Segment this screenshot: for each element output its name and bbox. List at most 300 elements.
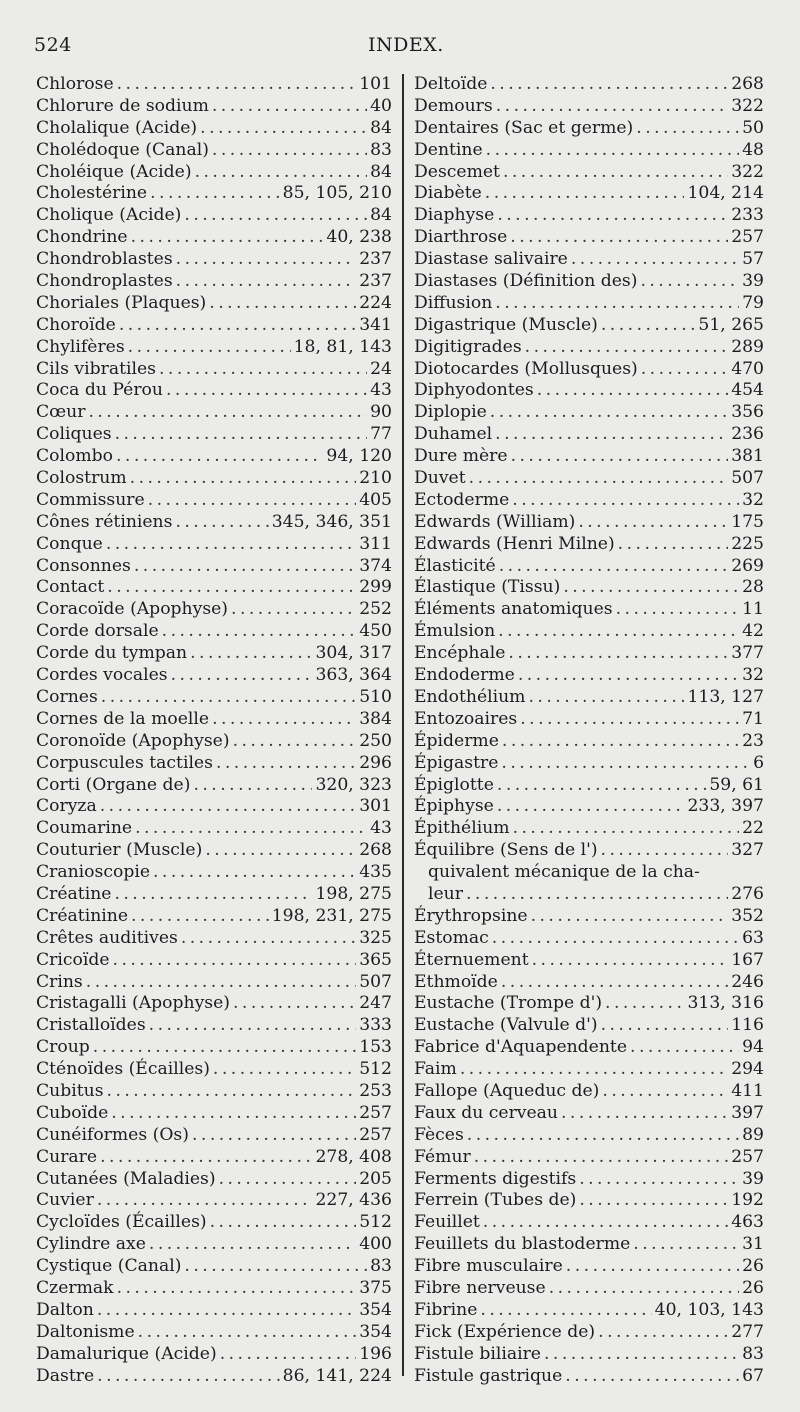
index-term: Créatinine xyxy=(36,905,128,926)
dot-leader xyxy=(601,315,696,337)
dot-leader xyxy=(184,1256,367,1278)
index-entry xyxy=(414,162,764,184)
index-pages: 42 xyxy=(742,621,764,642)
index-pages: 246 xyxy=(731,971,764,992)
index-term: Cycloïdes (Écailles) xyxy=(36,1212,207,1233)
dot-leader xyxy=(100,796,356,818)
dot-leader xyxy=(213,1059,356,1081)
index-pages: 381 xyxy=(731,446,764,467)
index-term: Cuvier xyxy=(36,1190,94,1211)
dot-leader xyxy=(616,599,740,621)
index-entry xyxy=(36,183,392,205)
index-term: Chondrine xyxy=(36,227,128,248)
index-term: Cônes rétiniens xyxy=(36,511,173,532)
dot-leader xyxy=(86,972,356,994)
dot-leader xyxy=(219,1169,357,1191)
index-pages: 22 xyxy=(742,818,764,839)
index-term: Épiderme xyxy=(414,730,499,751)
index-pages: 454 xyxy=(731,380,764,401)
dot-leader xyxy=(212,709,356,731)
dot-leader xyxy=(498,621,739,643)
index-pages: 354 xyxy=(359,1321,392,1342)
index-entry xyxy=(414,359,764,381)
index-entry xyxy=(414,1344,764,1366)
dot-leader xyxy=(100,1147,312,1169)
index-pages: 400 xyxy=(359,1234,392,1255)
index-pages: 116 xyxy=(731,1015,764,1036)
index-term: Élastique (Tissu) xyxy=(414,577,561,598)
dot-leader xyxy=(209,293,356,315)
dot-leader xyxy=(195,162,368,184)
index-column-right xyxy=(414,74,764,1387)
index-entry xyxy=(414,1212,764,1234)
index-entry xyxy=(36,468,392,490)
dot-leader xyxy=(563,577,739,599)
dot-leader xyxy=(490,74,728,96)
index-entry xyxy=(414,293,764,315)
index-term: Élasticité xyxy=(414,555,496,576)
index-term: Cristagalli (Apophyse) xyxy=(36,993,230,1014)
index-entry xyxy=(36,972,392,994)
index-entry xyxy=(36,1015,392,1037)
dot-leader xyxy=(466,884,728,906)
index-entry xyxy=(36,337,392,359)
index-pages: 278, 408 xyxy=(315,1146,392,1167)
index-pages: 32 xyxy=(742,665,764,686)
index-pages: 512 xyxy=(359,1212,392,1233)
dot-leader xyxy=(131,906,269,928)
index-term: Czermak xyxy=(36,1277,114,1298)
index-pages: 470 xyxy=(731,358,764,379)
index-pages: 237 xyxy=(359,271,392,292)
index-term: Cholalique (Acide) xyxy=(36,117,198,138)
index-pages: 320, 323 xyxy=(315,774,392,795)
index-term: Coca du Pérou xyxy=(36,380,163,401)
index-entry xyxy=(36,402,392,424)
index-entry xyxy=(36,665,392,687)
index-term: Choroïde xyxy=(36,314,116,335)
dot-leader xyxy=(97,1190,313,1212)
index-entry xyxy=(414,818,764,840)
dot-leader xyxy=(566,1256,739,1278)
index-pages: 233 xyxy=(731,205,764,226)
dot-leader xyxy=(501,972,728,994)
dot-leader xyxy=(601,1015,729,1037)
index-pages: 304, 317 xyxy=(315,643,392,664)
index-entry xyxy=(36,227,392,249)
dot-leader xyxy=(549,1278,739,1300)
index-term: Colombo xyxy=(36,446,113,467)
index-entry xyxy=(36,1256,392,1278)
dot-leader xyxy=(184,205,367,227)
index-pages: 23 xyxy=(742,730,764,751)
index-pages: 205 xyxy=(359,1168,392,1189)
index-pages: 79 xyxy=(742,292,764,313)
index-pages: 43 xyxy=(370,818,392,839)
index-pages: 71 xyxy=(742,708,764,729)
dot-leader xyxy=(175,512,268,534)
page-header xyxy=(34,34,754,62)
index-term: Fallope (Aqueduc de) xyxy=(414,1080,600,1101)
index-pages: 268 xyxy=(731,74,764,94)
dot-leader xyxy=(497,796,685,818)
index-pages: 435 xyxy=(359,862,392,883)
index-entry xyxy=(414,928,764,950)
index-term: Entozoaires xyxy=(414,708,518,729)
dot-leader xyxy=(190,643,312,665)
index-term: Fabrice d'Aquapendente xyxy=(414,1037,628,1058)
index-term: Coumarine xyxy=(36,818,133,839)
index-pages: 24 xyxy=(370,358,392,379)
index-entry xyxy=(414,906,764,928)
index-term: Cuboïde xyxy=(36,1102,109,1123)
index-pages: 313, 316 xyxy=(687,993,764,1014)
index-pages: 40 xyxy=(370,95,392,116)
dot-leader xyxy=(117,74,357,96)
index-entry xyxy=(36,534,392,556)
index-pages: 31 xyxy=(742,1234,764,1255)
index-pages: 63 xyxy=(742,927,764,948)
index-entry xyxy=(414,205,764,227)
index-term: Coronoïde (Apophyse) xyxy=(36,730,230,751)
index-entry xyxy=(414,1169,764,1191)
index-term: Duvet xyxy=(414,468,466,489)
index-pages: 354 xyxy=(359,1299,392,1320)
dot-leader xyxy=(205,840,356,862)
index-term: Eustache (Valvule d') xyxy=(414,1015,598,1036)
index-entry xyxy=(36,140,392,162)
index-pages: 83 xyxy=(370,139,392,160)
dot-leader xyxy=(200,118,367,140)
index-pages: 77 xyxy=(370,424,392,445)
index-pages: 39 xyxy=(742,1168,764,1189)
index-entry xyxy=(36,906,392,928)
index-pages: 67 xyxy=(742,1365,764,1386)
dot-leader xyxy=(106,534,356,556)
dot-leader xyxy=(176,271,357,293)
dot-leader xyxy=(495,424,728,446)
index-pages: 83 xyxy=(742,1343,764,1364)
index-term: Épiglotte xyxy=(414,774,494,795)
index-pages: 397 xyxy=(731,1102,764,1123)
index-term: Ethmoïde xyxy=(414,971,498,992)
index-term: Érythropsine xyxy=(414,905,528,926)
index-pages: 26 xyxy=(742,1256,764,1277)
index-entry xyxy=(414,1190,764,1212)
index-pages: 233, 397 xyxy=(687,796,764,817)
dot-leader xyxy=(176,249,357,271)
index-entry xyxy=(414,972,764,994)
index-entry xyxy=(36,1147,392,1169)
dot-leader xyxy=(511,446,729,468)
index-entry xyxy=(36,621,392,643)
index-term: Feuillets du blastoderme xyxy=(414,1234,631,1255)
index-pages: 89 xyxy=(742,1124,764,1145)
index-pages: 507 xyxy=(731,468,764,489)
index-pages: 345, 346, 351 xyxy=(271,511,392,532)
index-entry xyxy=(36,731,392,753)
index-pages: 175 xyxy=(731,511,764,532)
index-term: Feuillet xyxy=(414,1212,480,1233)
index-pages: 333 xyxy=(359,1015,392,1036)
index-entry xyxy=(414,709,764,731)
dot-leader xyxy=(138,1322,357,1344)
index-pages: 257 xyxy=(359,1102,392,1123)
index-pages: 269 xyxy=(731,555,764,576)
index-term: Dalton xyxy=(36,1299,94,1320)
index-pages: 84 xyxy=(370,205,392,226)
index-entry xyxy=(414,534,764,556)
index-pages: 198, 275 xyxy=(315,883,392,904)
index-entry xyxy=(414,1147,764,1169)
index-term: Fistule biliaire xyxy=(414,1343,541,1364)
dot-leader xyxy=(497,205,728,227)
index-pages: 11 xyxy=(742,599,764,620)
index-pages: 296 xyxy=(359,752,392,773)
index-term: Cricoïde xyxy=(36,949,110,970)
index-pages: 167 xyxy=(731,949,764,970)
dot-leader xyxy=(148,490,356,512)
index-entry xyxy=(414,1103,764,1125)
index-entry xyxy=(36,709,392,731)
dot-leader xyxy=(513,818,740,840)
index-term: Cholédoque (Canal) xyxy=(36,139,209,160)
index-term: Croup xyxy=(36,1037,90,1058)
dot-leader xyxy=(467,1125,739,1147)
dot-leader xyxy=(97,1300,356,1322)
dot-leader xyxy=(510,227,728,249)
index-entry xyxy=(414,599,764,621)
index-pages: 101 xyxy=(359,74,392,94)
index-entry xyxy=(36,1344,392,1366)
index-entry xyxy=(36,205,392,227)
index-pages: 6 xyxy=(753,752,764,773)
index-pages: 153 xyxy=(359,1037,392,1058)
index-entry xyxy=(414,840,764,862)
index-term: Curare xyxy=(36,1146,98,1167)
index-pages: 86, 141, 224 xyxy=(282,1365,392,1386)
dot-leader xyxy=(636,118,739,140)
index-pages: 374 xyxy=(359,555,392,576)
index-pages: 192 xyxy=(731,1190,764,1211)
index-term: Crins xyxy=(36,971,83,992)
index-entry xyxy=(36,796,392,818)
index-pages: 28 xyxy=(742,577,764,598)
dot-leader xyxy=(486,140,739,162)
index-pages: 301 xyxy=(359,796,392,817)
index-term: Corde du tympan xyxy=(36,643,188,664)
dot-leader xyxy=(130,468,357,490)
index-entry xyxy=(414,1059,764,1081)
index-pages: 94 xyxy=(742,1037,764,1058)
index-term: Diplopie xyxy=(414,402,487,423)
dot-leader xyxy=(220,1344,357,1366)
index-term: Diotocardes (Mollusques) xyxy=(414,358,638,379)
index-pages: 225 xyxy=(731,533,764,554)
index-term: Digastrique (Muscle) xyxy=(414,314,598,335)
index-entry xyxy=(36,1081,392,1103)
index-entry xyxy=(36,1103,392,1125)
dot-leader xyxy=(162,621,357,643)
index-pages: 325 xyxy=(359,927,392,948)
index-entry xyxy=(36,293,392,315)
dot-leader xyxy=(618,534,729,556)
dot-leader xyxy=(117,1278,357,1300)
index-pages: 322 xyxy=(731,161,764,182)
index-term: Choléique (Acide) xyxy=(36,161,192,182)
index-term: Équilibre (Sens de l') xyxy=(414,840,598,861)
dot-leader xyxy=(544,1344,739,1366)
index-term: Fèces xyxy=(414,1124,464,1145)
dot-leader xyxy=(508,643,728,665)
index-entry xyxy=(414,1366,764,1388)
index-entry xyxy=(36,96,392,118)
dot-leader xyxy=(518,665,739,687)
dot-leader xyxy=(520,709,739,731)
index-entry xyxy=(414,687,764,709)
index-entry xyxy=(36,315,392,337)
index-entry xyxy=(414,118,764,140)
index-term: Deltoïde xyxy=(414,74,488,94)
index-term: Fibre nerveuse xyxy=(414,1277,546,1298)
index-term: Dentaires (Sac et germe) xyxy=(414,117,634,138)
index-pages: 375 xyxy=(359,1277,392,1298)
index-entry xyxy=(414,775,764,797)
dot-leader xyxy=(512,490,739,512)
index-pages: 26 xyxy=(742,1277,764,1298)
index-entry xyxy=(414,1081,764,1103)
dot-leader xyxy=(578,512,728,534)
index-term: Fick (Expérience de) xyxy=(414,1321,596,1342)
index-pages: 50 xyxy=(742,117,764,138)
index-entry xyxy=(414,271,764,293)
dot-leader xyxy=(193,775,312,797)
index-entry xyxy=(414,468,764,490)
index-entry xyxy=(36,1059,392,1081)
index-entry xyxy=(36,840,392,862)
dot-leader xyxy=(97,1366,280,1388)
index-entry xyxy=(36,359,392,381)
dot-leader xyxy=(501,753,750,775)
dot-leader xyxy=(561,1103,728,1125)
index-term: Cutanées (Maladies) xyxy=(36,1168,216,1189)
index-term: Eustache (Trompe d') xyxy=(414,993,603,1014)
index-entry xyxy=(36,862,392,884)
index-term: Ectoderme xyxy=(414,489,510,510)
index-term: Diarthrose xyxy=(414,227,508,248)
index-pages: 268 xyxy=(359,840,392,861)
dot-leader xyxy=(88,402,367,424)
index-term: Cœur xyxy=(36,402,86,423)
index-entry xyxy=(414,337,764,359)
index-entry xyxy=(36,1234,392,1256)
index-pages: 507 xyxy=(359,971,392,992)
dot-leader xyxy=(483,1212,728,1234)
index-pages: 83 xyxy=(370,1256,392,1277)
dot-leader xyxy=(630,1037,739,1059)
index-pages: 405 xyxy=(359,489,392,510)
index-term: Chlorose xyxy=(36,74,114,94)
index-pages: 311 xyxy=(359,533,392,554)
index-entry xyxy=(414,643,764,665)
index-pages: 90 xyxy=(370,402,392,423)
index-entry xyxy=(414,1256,764,1278)
dot-leader xyxy=(115,424,368,446)
index-entry xyxy=(36,1212,392,1234)
index-pages: 227, 436 xyxy=(315,1190,392,1211)
index-term: Chlorure de sodium xyxy=(36,95,209,116)
dot-leader xyxy=(149,1015,357,1037)
dot-leader xyxy=(602,1081,728,1103)
index-term: Corpuscules tactiles xyxy=(36,752,213,773)
dot-leader xyxy=(502,731,739,753)
index-pages: 40, 103, 143 xyxy=(654,1299,764,1320)
index-entry xyxy=(36,380,392,402)
index-term: Faim xyxy=(414,1059,457,1080)
dot-leader xyxy=(537,380,728,402)
index-term: Émulsion xyxy=(414,621,496,642)
index-term: Demours xyxy=(414,95,493,116)
index-pages: 277 xyxy=(731,1321,764,1342)
index-entry xyxy=(414,512,764,534)
index-entry xyxy=(36,993,392,1015)
index-term: leur xyxy=(428,883,463,904)
dot-leader xyxy=(159,359,367,381)
index-term: Couturier (Muscle) xyxy=(36,840,203,861)
index-term: Créatine xyxy=(36,883,112,904)
dot-leader xyxy=(480,1300,651,1322)
index-entry xyxy=(36,249,392,271)
index-term: Cornes de la moelle xyxy=(36,708,210,729)
index-pages: 43 xyxy=(370,380,392,401)
index-pages: 84 xyxy=(370,117,392,138)
index-entry xyxy=(414,884,764,906)
index-pages: 352 xyxy=(731,905,764,926)
index-term: Duhamel xyxy=(414,424,493,445)
dot-leader xyxy=(469,468,729,490)
index-term: Edwards (William) xyxy=(414,511,576,532)
index-entry xyxy=(36,512,392,534)
index-term: Fistule gastrique xyxy=(414,1365,563,1386)
index-pages: 40, 238 xyxy=(326,227,392,248)
dot-leader xyxy=(212,96,367,118)
dot-leader xyxy=(499,556,728,578)
index-entry xyxy=(414,1015,764,1037)
index-entry xyxy=(36,424,392,446)
index-entry xyxy=(36,775,392,797)
index-pages: 32 xyxy=(742,489,764,510)
index-pages: 51, 265 xyxy=(698,314,764,335)
index-entry xyxy=(414,731,764,753)
index-entry xyxy=(36,884,392,906)
dot-leader xyxy=(495,293,739,315)
index-pages: 327 xyxy=(731,840,764,861)
dot-leader xyxy=(171,665,313,687)
index-pages: 356 xyxy=(731,402,764,423)
index-term: Cornes xyxy=(36,686,98,707)
index-column-left xyxy=(36,74,392,1387)
dot-leader xyxy=(93,1037,356,1059)
index-pages: 198, 231, 275 xyxy=(271,905,392,926)
index-term: Digitigrades xyxy=(414,336,522,357)
index-pages: 341 xyxy=(359,314,392,335)
dot-leader xyxy=(134,556,356,578)
index-pages: 247 xyxy=(359,993,392,1014)
index-entry xyxy=(36,1278,392,1300)
dot-leader xyxy=(128,337,291,359)
index-entry xyxy=(36,818,392,840)
dot-leader xyxy=(166,380,367,402)
